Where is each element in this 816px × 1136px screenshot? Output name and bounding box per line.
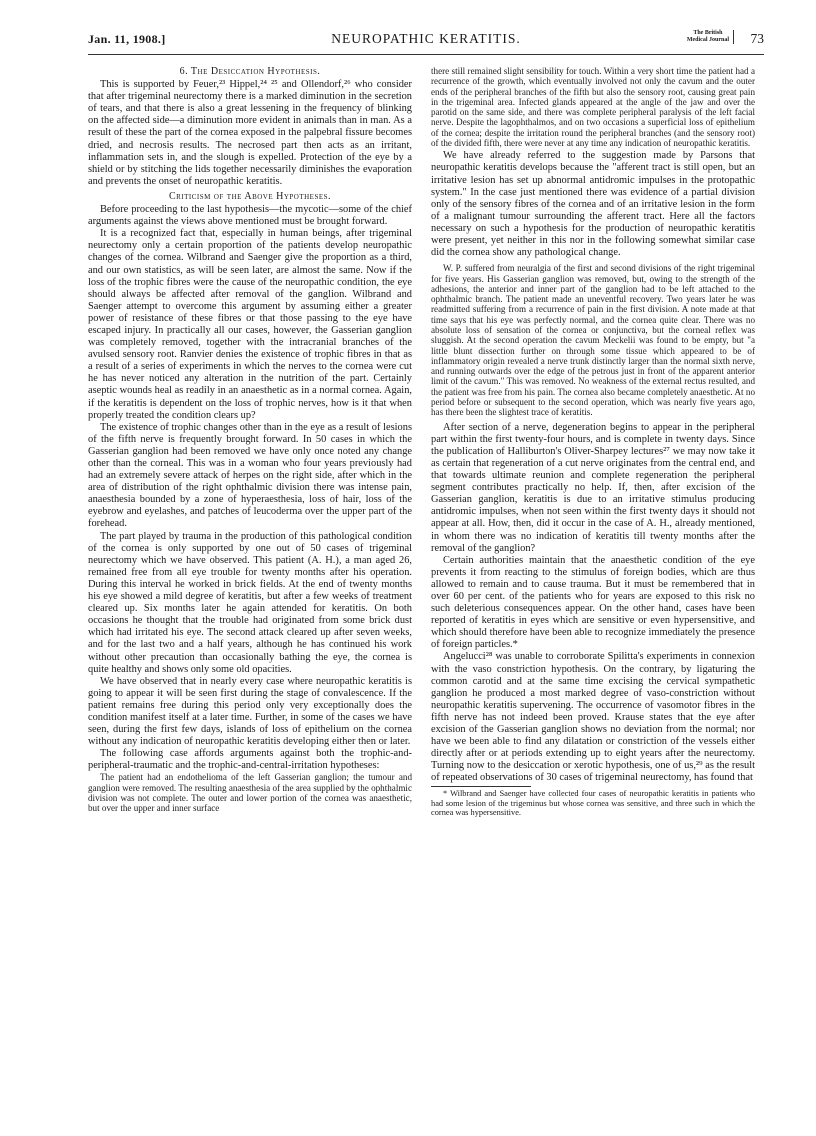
issue-date: Jan. 11, 1908.] <box>88 32 166 46</box>
paragraph: The existence of trophic changes other than in the eye as a result of lesions of the fifth nerve is frequently brought forward. In 50 cases in which the Gasserian ganglion had been removed we have only once noted any change other than the corneal. This was in a woman who four years previously had had an extremely severe attack of herpes on the right side, after which in the area of distribution of the right ophthalmic division there was intense pain, anaesthesia bounded by a zone of hyperaesthesia, loss of hair, loss of the eyebrow and eyelashes, and patches of leucoderma over the upper part of the forehead. <box>88 421 412 530</box>
running-header <box>88 30 764 55</box>
running-title: NEUROPATHIC KERATITIS. <box>331 31 521 46</box>
journal-name-line1: The British <box>693 30 723 36</box>
paragraph: We have observed that in nearly every case where neuropathic keratitis is going to appear it will be seen first during the stage of convalescence. If the patient remains free during this period only very exceptionally does the condition manifest itself at a later time. Further, in some of the cases we have seen, during the first few days, islands of loss of epithelium on the cornea without any indication of neuropathic keratitis developing either then or later. <box>88 675 412 748</box>
paragraph: Certain authorities maintain that the anaesthetic condition of the eye prevents it from reacting to the stimulus of foreign bodies, which are thus allowed to remain and to cause trauma. But it must be remembered that in over 60 per cent. of the patients who for years are exposed to this risk no such deleterious consequences appear. On the other hand, cases have been reported of keratitis in eyes which are sensitive or even hypersensitive, and which should therefore have been able to recognize immediately the presence of foreign particles.* <box>431 554 755 651</box>
section-heading-desiccation: 6. The Desiccation Hypothesis. <box>179 66 321 77</box>
paragraph: Angelucci²⁸ was unable to corroborate Spilitta's experiments in connexion with the vaso constriction hypothesis. On the contrary, by ligaturing the common carotid and at the same time excising the cervical sympathetic ganglion he produced a most marked degree of vaso-constriction without neuropathic keratitis supervening. The occurrence of vasomotor fibres in the fifth nerve has not indeed been proved. Krause states that the eye after excision of the Gasserian ganglion shows no deviation from the normal; nor have we been able to find any dilatation or constriction of the vessels either directly after or at periods extending up to eight years after the neurectomy. Turning now to the desiccation or xerotic hypothesis, one of us,²⁹ as the result of repeated observations of 30 cases of trigeminal neurectomy, has found that <box>431 651 755 784</box>
paragraph: This is supported by Feuer,²³ Hippel,²⁴ ²⁵ and Ollendorf,²⁶ who consider that after trigeminal neurectomy there is a marked diminution in the secretion of tears, and that there is also a great lessening in the frequency of blinking on the affected side—a diminution more evident in animals than in man. As a result of these the part of the cornea exposed in the palpebral fissure becomes dried, and necrosis results. The necrosed part then acts as an irritant, inflammation sets in, and the slough is expelled. Protection of the eye by a shield or by stitching the lids together necessarily diminishes the evaporation and prevents the onset of neuropathic keratitis. <box>88 79 412 187</box>
section-heading-criticism: Criticism of the Above Hypotheses. <box>168 190 332 202</box>
page-number: 73 <box>750 31 764 46</box>
footnote: * Wilbrand and Saenger have collected four cases of neuropathic keratitis in patients who had some lesion of the trigeminus but whose cornea was sensitive, and three such in which the cornea was hypersensitive. <box>431 789 755 818</box>
paragraph: Before proceeding to the last hypothesis—the mycotic—some of the chief arguments against the views above mentioned must be brought forward. <box>88 204 412 228</box>
case-report: W. P. suffered from neuralgia of the first and second divisions of the right trigeminal for five years. His Gasserian ganglion was removed, but, owing to the strength of the adhesions, the anterior and inner part of the ganglion had to be left attached to the ophthalmic branch. The patient made an uneventful recovery. Two years later he was readmitted suffering from a recurrence of pain in the first division. A note made at that time says that his eye was perfectly normal, and the cornea quite clear. There was no absolute loss of sensation of the cornea or conjunctiva, but the corneal reflex was sluggish. At the second operation the cavum Meckelii was found to be empty, but "a little blunt dissection further on through some tissue which appeared to be of inflammatory origin revealed a nerve trunk distinctly larger than the normal sixth nerve, and running outwards over the edge of the petrous just in front of the apparent anterior limit of the cavum." This was removed. No weakness of the external rectus resulted, and the patient was free from his pain. The cornea also became completely anaesthetic. At no period before or subsequent to the second operation, which was nearly five years ago, has there been the slightest trace of keratitis. <box>431 263 755 418</box>
paragraph: The part played by trauma in the production of this pathological condition of the cornea is only supported by one out of 50 cases of trigeminal neurectomy which we have observed. This patient (A. H.), a man aged 26, remained free from all eye trouble for twenty months after his operation. During this interval he worked in brick fields. At the end of twenty months his eye showed a mild degree of keratitis, but after a few weeks of treatment cleared up. Six months later he again attended for keratitis. On both occasions he thought that the trouble had originated from some brick dust which had irritated his eye. The second attack cleared up after seven weeks, and for the last two and a half years, although he has continued his work without other precaution than occasionally bathing the eye, the cornea is quite healthy and shows only some old opacities. <box>88 530 412 675</box>
paragraph: After section of a nerve, degeneration begins to appear in the peripheral part within the first twenty-four hours, and is complete in twenty days. Since the publication of Halliburton's Oliver-Sharpey lectures²⁷ we may now take it as certain that regeneration of a cut nerve originates from the central end, and that towards ultimate reunion and complete regeneration the peripheral segment contributes practically no help. If, then, after excision of the Gasserian ganglion, keratitis is due to an irritative stimulus producing antidromic impulses, when not seen within the first twenty days it should not appear at all. How, then, did it occur in the case of A. H., already mentioned, in whom there was no indication of keratitis till twenty months after the removal of the ganglion? <box>431 421 755 554</box>
paragraph: It is a recognized fact that, especially in human beings, after trigeminal neurectomy only a certain proportion of the patients develop neuropathic changes of the cornea. Wilbrand and Saenger give the proportion as a third, and our own statistics, as will be seen later, are almost the same. Now if the loss of the trophic fibres were the cause of the neuropathic condition, the eye should always be affected after removal of the ganglion. Wilbrand and Saenger attempt to overcome this argument by assuming either a greater power of resistance of these fibres or that those passing to the eye have escaped injury. In practically all our cases, however, the Gasserian ganglion was completely removed, together with the intracranial branches of the avulsed sensory root. Ranvier denies the existence of trophic fibres in that as a result of a series of experiments in which the nerves to the cornea were cut he has never noticed any alteration in the nutrition of the part. Certainly aseptic wounds heal as readily in an anaesthetic as in a normal cornea. Again, if the keratitis is dependent on the loss of trophic nerves, how is it that when properly treated the condition clears up? <box>88 228 412 421</box>
paragraph: We have already referred to the suggestion made by Parsons that neuropathic keratitis develops because the "afferent tract is still open, but an irritative lesion has set up abnormal antidromic impulses in the protopathic system." In the case just mentioned there was evidence of a partial division only of the sensory fibres of the cornea and of an irritative lesion in the form of a malignant tumour surrounding the afferent tract. Here all the factors necessary on such a hypothesis for the production of neuropathic keratitis were present, yet neither in this nor in the following somewhat similar case did the cornea show any pathological change. <box>431 150 755 259</box>
journal-name-line2: Medical Journal <box>686 37 729 43</box>
left-column <box>88 66 412 814</box>
right-column <box>431 66 755 818</box>
journal-name <box>687 30 734 44</box>
footnote-divider <box>431 786 531 787</box>
case-report: The patient had an endothelioma of the left Gasserian ganglion; the tumour and ganglion were removed. The resulting anaesthesia of the area supplied by the ophthalmic division was not complete. The outer and lower portion of the cornea was anaesthetic, but over the upper and inner surface <box>88 772 412 814</box>
paragraph: The following case affords arguments against both the trophic-and-peripheral-traumatic and the trophic-and-central-irritation hypotheses: <box>88 748 412 772</box>
case-report-continued: there still remained slight sensibility for touch. Within a very short time the patient had a recurrence of the growth, which eventually involved not only the cavum and the outer ends of the peripheral branches of the fifth but also the sensory root, causing great pain in the trigeminal area. Infected glands appeared at the angle of the jaw and over the parotid on the same side, and there was complete peripheral paralysis of the left facial nerve. Despite the lagophthalmos, and on two occasions a superficial loss of epithelium of the cornea; despite the irritation round the peripheral branches (and the sensory root) of the divided fifth, there were never at any time any indication of neuropathic keratitis. <box>431 66 755 149</box>
